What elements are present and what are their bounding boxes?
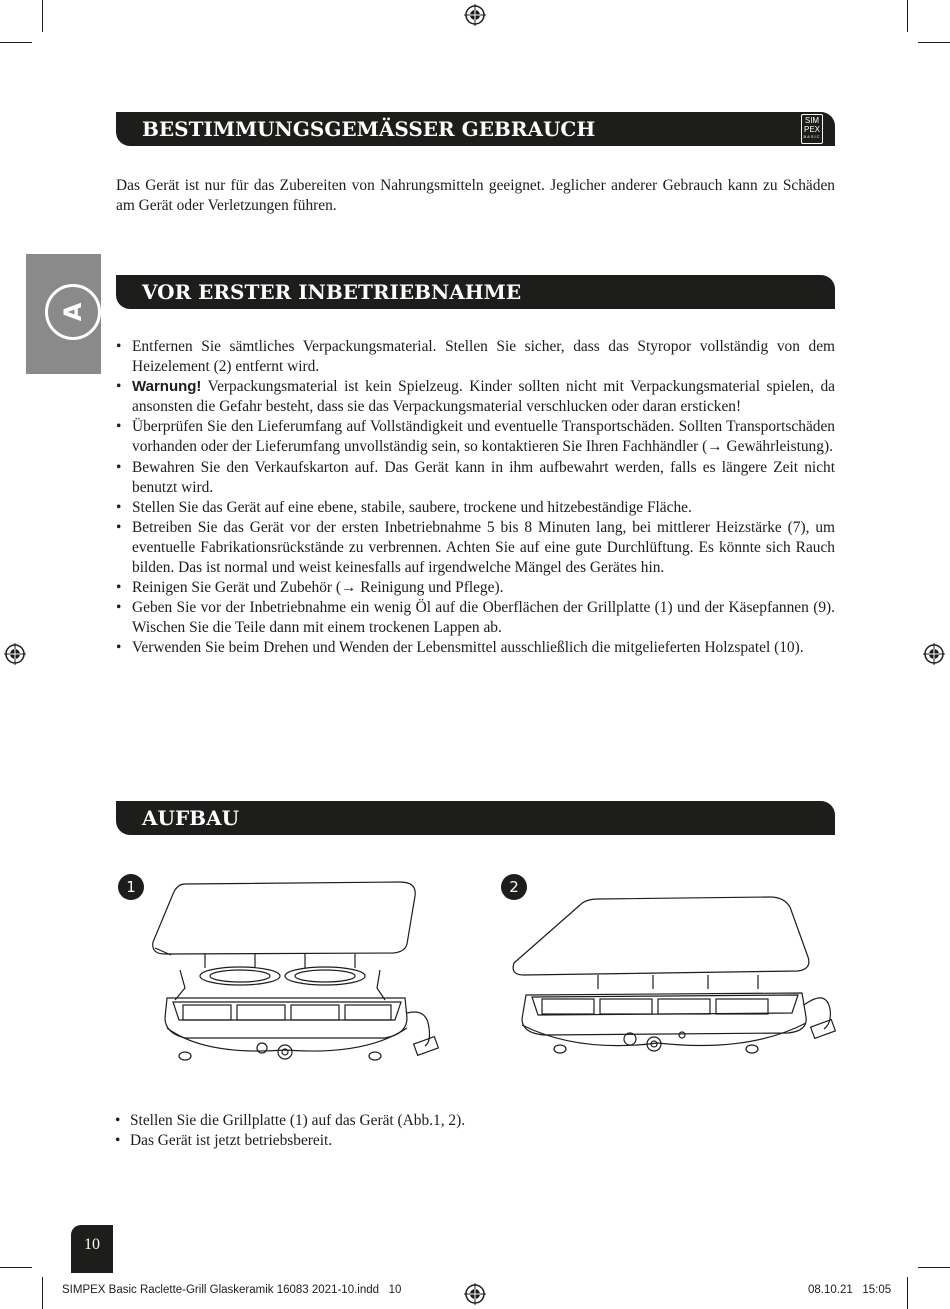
crop-mark bbox=[0, 42, 32, 43]
section-heading-assembly-text: AUFBAU bbox=[142, 806, 240, 830]
section-heading-first-use bbox=[116, 275, 835, 309]
list-item: • Entfernen Sie sämtliches Verpackungsmaterial. Stellen Sie sicher, dass das Styropor vollständig von dem Heizelement (2) entfernt wird. bbox=[116, 337, 835, 377]
registration-mark-icon bbox=[4, 643, 26, 665]
list-item: • Bewahren Sie den Verkaufskarton auf. Das Gerät kann in ihm aufbewahrt werden, falls es längere Zeit nicht benutzt wird. bbox=[116, 458, 835, 498]
list-item: • Stellen Sie das Gerät auf eine ebene, stabile, saubere, trockene und hitzebeständige Fläche. bbox=[116, 498, 835, 518]
registration-mark-icon bbox=[923, 643, 945, 665]
list-item: • Geben Sie vor der Inbetriebnahme ein wenig Öl auf die Oberflächen der Grillplatte (1) und der Käsepfannen (9). Wischen Sie die Teile dann mit einem trockenen Lappen ab. bbox=[116, 598, 835, 638]
list-item: • Betreiben Sie das Gerät vor der ersten Inbetriebnahme 5 bis 8 Minuten lang, bei mittlerer Heizstärke (7), um eventuelle Fabrikationsrückstände zu verbrennen. Achten Sie auf eine gute Durchlüftung. Es könnte sich Rauch bilden. Das ist normal und weist keinesfalls auf irgendwelche Mängel des Gerätes hin. bbox=[116, 518, 835, 578]
crop-mark bbox=[42, 0, 43, 32]
assembly-list bbox=[115, 1111, 834, 1151]
footer-file-info: SIMPEX Basic Raclette-Grill Glaskeramik 16083 2021-10.indd 10 bbox=[62, 1284, 402, 1296]
footer-date: 08.10.21 15:05 bbox=[808, 1284, 892, 1296]
warning-label: Warnung! bbox=[132, 378, 202, 396]
registration-mark-icon bbox=[464, 4, 486, 26]
list-item: • Das Gerät ist jetzt betriebsbereit. bbox=[115, 1131, 834, 1151]
registration-mark-icon bbox=[464, 1283, 486, 1305]
list-item: • Überprüfen Sie den Lieferumfang auf Vollständigkeit und eventuelle Transportschäden. Sollten Transportschäden vorhanden oder der Lieferumfang unvollständig sein, so kontaktieren Sie Ihren Fachhändler (→ Gewährleistung). bbox=[116, 417, 835, 457]
simpex-logo bbox=[801, 114, 823, 144]
section-heading-usage-text: BESTIMMUNGSGEMÄSSER GEBRAUCH bbox=[142, 117, 596, 141]
figure-number-1: 1 bbox=[118, 874, 144, 900]
section-heading-first-use-text: VOR ERSTER INBETRIEBNAHME bbox=[142, 280, 522, 304]
usage-paragraph: Das Gerät ist nur für das Zubereiten von Nahrungsmitteln geeignet. Jeglicher anderer Gebrauch kann zu Schäden am Gerät oder Verletzungen führen. bbox=[116, 177, 835, 214]
list-item: • Reinigen Sie Gerät und Zubehör (→ Reinigung und Pflege). bbox=[116, 578, 835, 598]
list-item: • Verwenden Sie beim Drehen und Wenden der Lebensmittel ausschließlich die mitgelieferten Holzspatel (10). bbox=[116, 638, 835, 658]
list-item: • Stellen Sie die Grillplatte (1) auf das Gerät (Abb.1, 2). bbox=[115, 1111, 834, 1131]
language-side-tab bbox=[26, 254, 101, 374]
crop-mark bbox=[907, 1277, 908, 1309]
crop-mark bbox=[907, 0, 908, 32]
section-heading-usage bbox=[116, 112, 835, 146]
first-use-list bbox=[116, 337, 835, 659]
warning-text: Verpackungsmaterial ist kein Spielzeug. Kinder sollten nicht mit Verpackungsmaterial spielen, da ansonsten die Gefahr besteht, dass sie das Verpackungsmaterial verschlucken oder daran ersticken! bbox=[132, 378, 835, 416]
raclette-grill-illustration-1 bbox=[145, 878, 445, 1063]
figure-number-2: 2 bbox=[501, 874, 527, 900]
logo-line-1: SIM bbox=[804, 116, 820, 125]
logo-line-3: BASIC bbox=[803, 134, 821, 139]
list-item bbox=[116, 377, 835, 417]
crop-mark bbox=[918, 1267, 950, 1268]
language-letter: A bbox=[45, 284, 101, 340]
crop-mark bbox=[42, 1277, 43, 1309]
logo-line-2: PEX bbox=[803, 125, 820, 134]
section-heading-assembly bbox=[116, 801, 835, 835]
crop-mark bbox=[0, 1267, 32, 1268]
raclette-grill-illustration-2 bbox=[508, 893, 843, 1058]
crop-mark bbox=[918, 42, 950, 43]
page-number: 10 bbox=[71, 1225, 113, 1273]
